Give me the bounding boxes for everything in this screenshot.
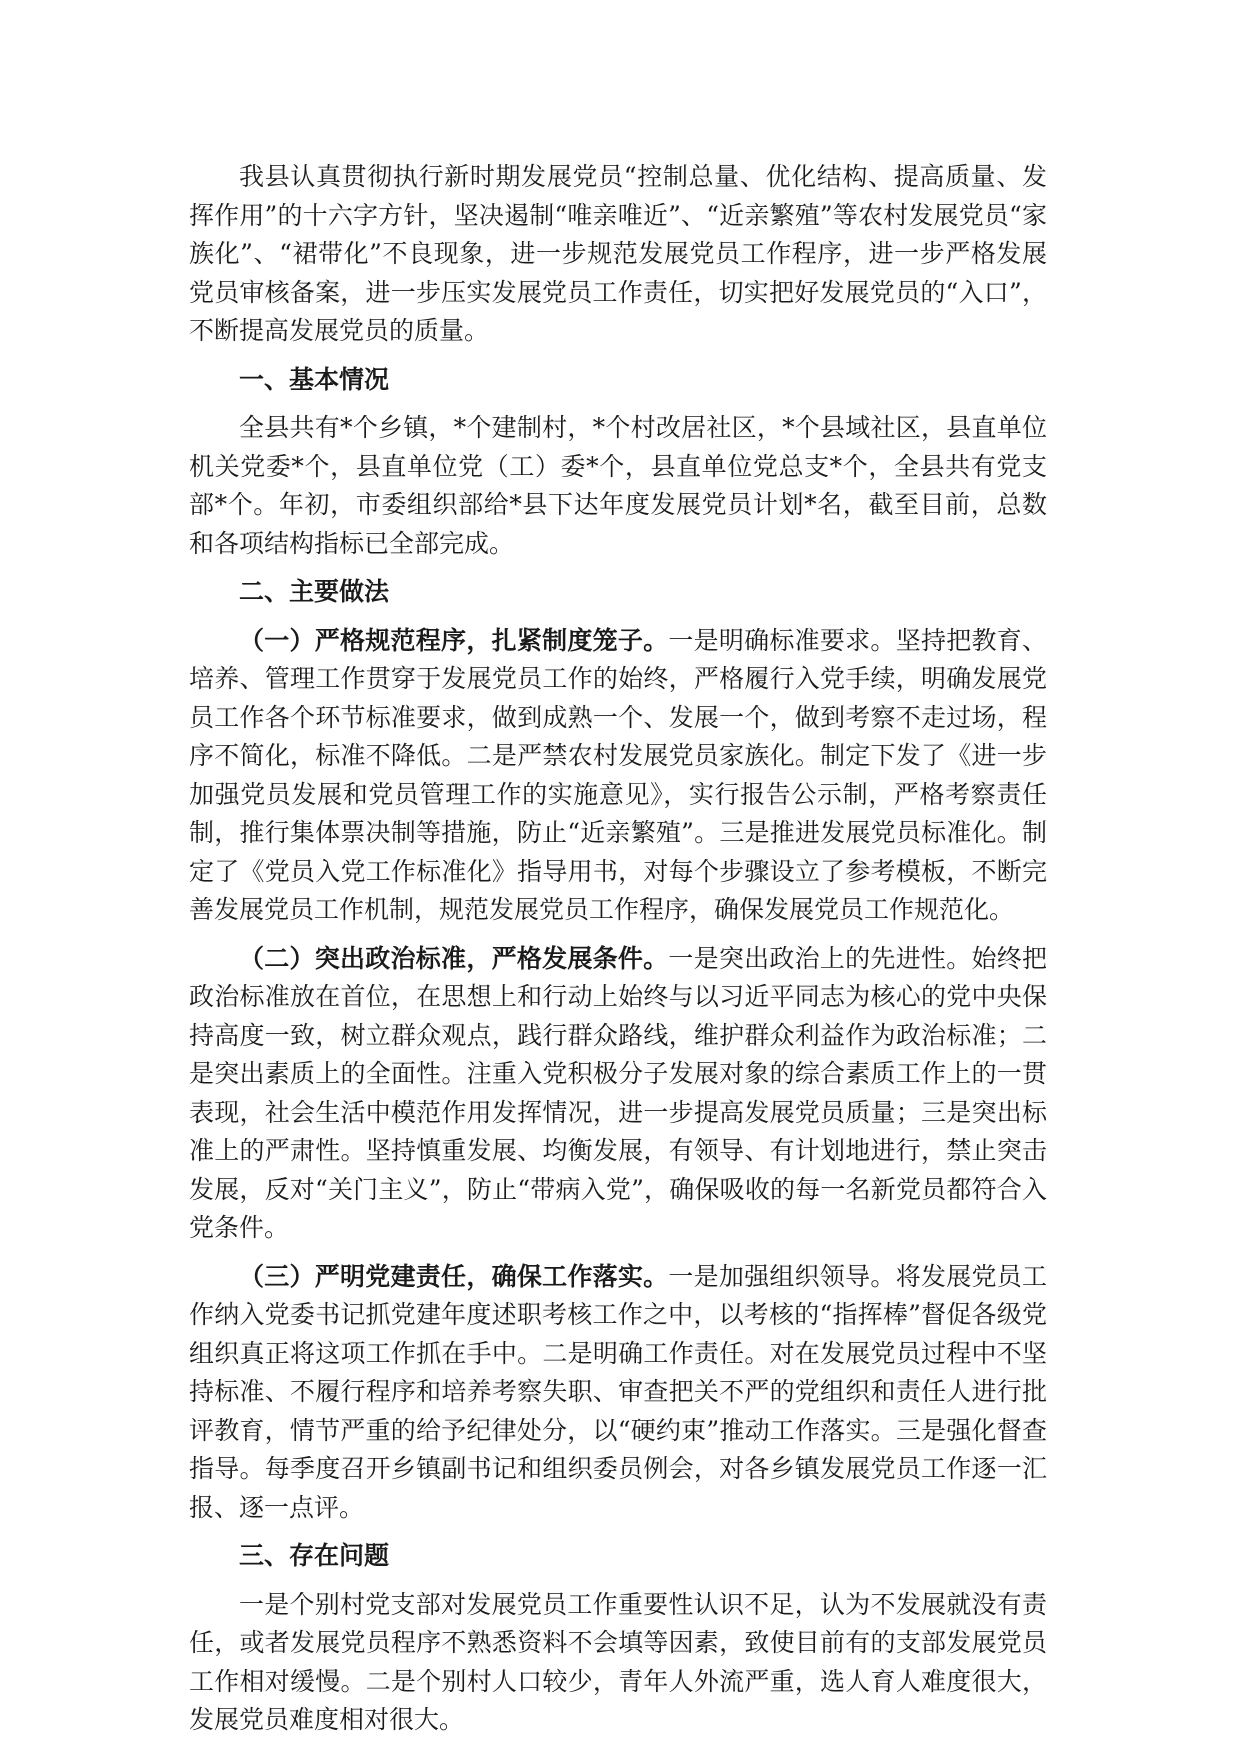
section-heading-existing-problems: 三、存在问题 <box>239 1541 390 1570</box>
practice-paragraph-1 <box>189 622 1047 930</box>
practice-body-1: 一是明确标准要求。坚持把教育、培养、管理工作贯穿于发展党员工作的始终，严格履行入党手续，明确发展党员工作各个环节标准要求，做到成熟一个、发展一个，做到考察不走过场，程序不简化，标准不降低。二是严禁农村发展党员家族化。制定下发了《进一步加强党员发展和党员管理工作的实施意见》，实行报告公示制，严格考察责任制，推行集体票决制等措施，防止“近亲繁殖”。三是推进发展党员标准化。制定了《党员入党工作标准化》指导用书，对每个步骤设立了参考模板，不断完善发展党员工作机制，规范发展党员工作程序，确保发展党员工作规范化。 <box>189 625 1047 924</box>
document-page <box>189 158 1047 1740</box>
section-body-basic-situation: 全县共有*个乡镇，*个建制村，*个村改居社区，*个县域社区，县直单位机关党委*个，县直单位党（工）委*个，县直单位党总支*个，全县共有党支部*个。年初，市委组织部给*县下达年度发展党员计划*名，截至目前，总数和各项结构指标已全部完成。 <box>189 413 1047 558</box>
section-heading-basic-situation: 一、基本情况 <box>239 364 390 394</box>
practice-body-2: 一是突出政治上的先进性。始终把政治标准放在首位，在思想上和行动上始终与以习近平同志为核心的党中央保持高度一致，树立群众观点，践行群众路线，维护群众利益作为政治标准；二是突出素质上的全面性。注重入党积极分子发展对象的综合素质工作上的一贯表现，社会生活中模范作用发挥情况，进一步提高发展党员质量；三是突出标准上的严肃性。坚持慎重发展、均衡发展，有领导、有计划地进行，禁止突击发展，反对“关门主义”，防止“带病入党”，确保吸收的每一名新党员都符合入党条件。 <box>189 943 1047 1242</box>
practice-paragraph-2 <box>189 940 1047 1248</box>
intro-paragraph: 我县认真贯彻执行新时期发展党员“控制总量、优化结构、提高质量、发挥作用”的十六字方针，坚决遏制“唯亲唯近”、“近亲繁殖”等农村发展党员“家族化”、“裙带化”不良现象，进一步规范发展党员工作程序，进一步严格发展党员审核备案，进一步压实发展党员工作责任，切实把好发展党员的“入口”，不断提高发展党员的质量。 <box>189 162 1047 345</box>
section-heading-main-practices: 二、主要做法 <box>239 577 390 606</box>
practice-lead-3: （三）严明党建责任，确保工作落实。 <box>239 1261 669 1291</box>
practice-lead-2: （二）突出政治标准，严格发展条件。 <box>239 943 669 973</box>
section-body-existing-problems: 一是个别村党支部对发展党员工作重要性认识不足，认为不发展就没有责任，或者发展党员程序不熟悉资料不会填等因素，致使目前有的支部发展党员工作相对缓慢。二是个别村人口较少，青年人外流严重，选人育人难度很大，发展党员难度相对很大。 <box>189 1589 1047 1734</box>
practice-paragraph-3 <box>189 1258 1047 1528</box>
practice-lead-1: （一）严格规范程序，扎紧制度笼子。 <box>239 625 669 655</box>
practice-body-3: 一是加强组织领导。将发展党员工作纳入党委书记抓党建年度述职考核工作之中，以考核的“指挥棒”督促各级党组织真正将这项工作抓在手中。二是明确工作责任。对在发展党员过程中不坚持标准、不履行程序和培养考察失职、审查把关不严的党组织和责任人进行批评教育，情节严重的给予纪律处分，以“硬约束”推动工作落实。三是强化督查指导。每季度召开乡镇副书记和组织委员例会，对各乡镇发展党员工作逐一汇报、逐一点评。 <box>189 1261 1047 1522</box>
